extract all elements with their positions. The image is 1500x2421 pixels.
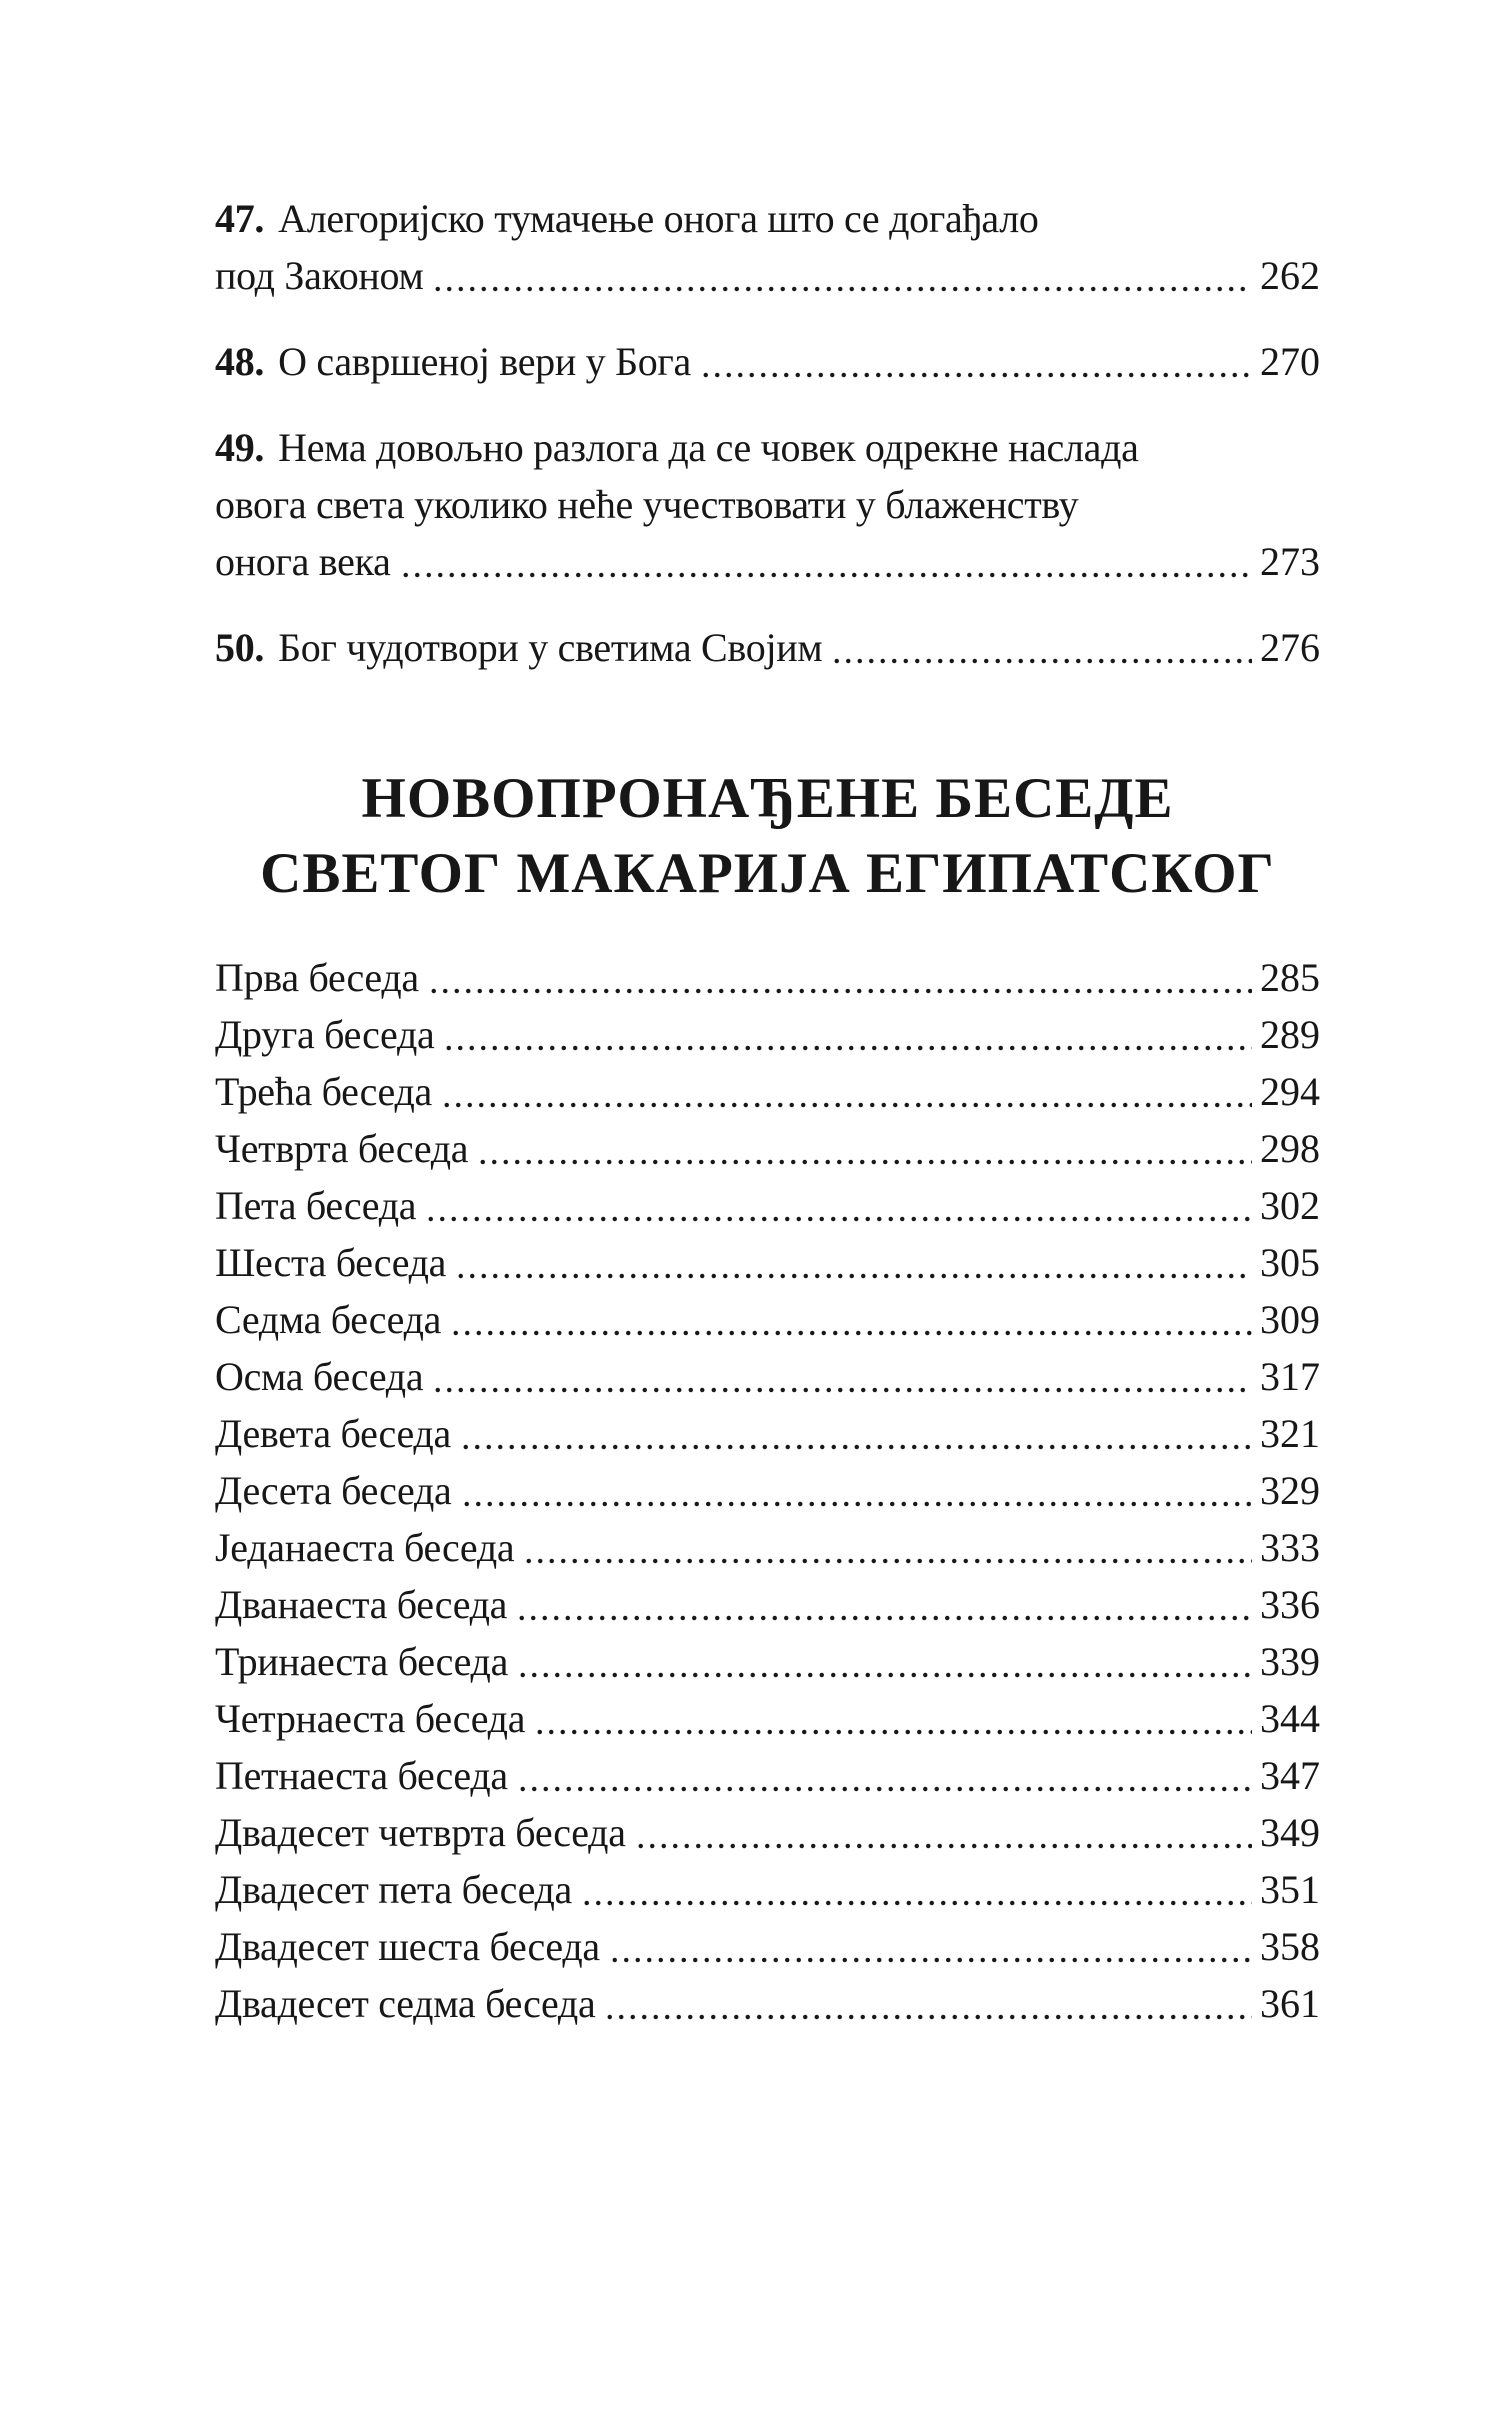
sermon-entry: [215, 1861, 1320, 1918]
dot-leader: [831, 619, 1252, 676]
dot-leader: [517, 1747, 1252, 1804]
page-number: 273: [1260, 539, 1320, 584]
dot-leader: [517, 1633, 1252, 1690]
sermon-title: Дванаеста беседа: [215, 1582, 508, 1627]
toc-entry-line: [215, 190, 1320, 247]
sermon-entry: [215, 1519, 1320, 1576]
sermon-title: Шеста беседа: [215, 1240, 447, 1285]
page-number: 294: [1260, 1069, 1320, 1114]
toc-entry-line: [215, 476, 1320, 533]
dot-leader: [428, 949, 1252, 1006]
toc-entry-line: [215, 419, 1320, 476]
entry-title: Бог чудотвори у светима Својим: [278, 625, 823, 670]
sermon-title: Прва беседа: [215, 955, 419, 1000]
dot-leader: [534, 1690, 1252, 1747]
entry-number: 49.: [215, 425, 265, 470]
entry-title-continued: онога века: [215, 539, 391, 584]
page-number: 344: [1260, 1696, 1320, 1741]
sermon-title: Десета беседа: [215, 1468, 452, 1513]
page-number: 298: [1260, 1126, 1320, 1171]
dot-leader: [432, 1348, 1252, 1405]
entry-title: О савршеној вери у Бога: [278, 339, 691, 384]
section-heading: [215, 761, 1320, 911]
page-number: 361: [1260, 1981, 1320, 2026]
sermon-title: Тринаеста беседа: [215, 1639, 509, 1684]
toc-entry-line: [215, 533, 1320, 590]
sermon-entry: [215, 1063, 1320, 1120]
sermon-entry: [215, 1690, 1320, 1747]
sermon-title: Четрнаеста беседа: [215, 1696, 526, 1741]
dot-leader: [400, 533, 1252, 590]
dot-leader: [461, 1462, 1253, 1519]
entry-title: Нема довољно разлога да се човек одрекне наслада: [278, 425, 1139, 470]
toc-entry-line: [215, 247, 1320, 304]
dot-leader: [635, 1804, 1252, 1861]
dot-leader: [425, 1177, 1252, 1234]
sermon-entry: [215, 949, 1320, 1006]
dot-leader: [700, 333, 1252, 390]
dot-leader: [516, 1576, 1252, 1633]
page-number: 317: [1260, 1354, 1320, 1399]
entry-title-continued: овога света уколико неће учествовати у блаженству: [215, 482, 1079, 527]
entry-title-continued: под Законом: [215, 253, 424, 298]
page-number: 285: [1260, 955, 1320, 1000]
page-number: 309: [1260, 1297, 1320, 1342]
sermon-title: Једанаеста беседа: [215, 1525, 515, 1570]
toc-entry-line: [215, 333, 1320, 390]
sermon-entry: [215, 1747, 1320, 1804]
sermon-entry: [215, 1975, 1320, 2032]
page-number: 351: [1260, 1867, 1320, 1912]
dot-leader: [581, 1861, 1252, 1918]
sermon-entry: [215, 1348, 1320, 1405]
dot-leader: [477, 1120, 1252, 1177]
sermon-entry: [215, 1120, 1320, 1177]
dot-leader: [604, 1975, 1252, 2032]
page-number: 329: [1260, 1468, 1320, 1513]
toc-content: [215, 190, 1320, 2032]
page-number: 289: [1260, 1012, 1320, 1057]
dot-leader: [523, 1519, 1252, 1576]
dot-leader: [441, 1063, 1252, 1120]
sermon-entry: [215, 1405, 1320, 1462]
page-number: 358: [1260, 1924, 1320, 1969]
section-heading-line1: НОВОПРОНАЂЕНЕ БЕСЕДЕ: [361, 767, 1174, 830]
sermon-title: Девета беседа: [215, 1411, 451, 1456]
sermon-title: Четврта беседа: [215, 1126, 469, 1171]
toc-entry: [215, 190, 1320, 304]
page-number: 339: [1260, 1639, 1320, 1684]
entry-title: Алегоријско тумачење онога што се догађало: [278, 196, 1039, 241]
sermon-entry: [215, 1576, 1320, 1633]
sermon-title: Друга беседа: [215, 1012, 435, 1057]
sermon-title: Петнаеста беседа: [215, 1753, 508, 1798]
dot-leader: [455, 1234, 1252, 1291]
sermon-list: [215, 949, 1320, 2032]
dot-leader: [450, 1291, 1252, 1348]
sermon-title: Двадесет пета беседа: [215, 1867, 573, 1912]
page-number: 262: [1260, 253, 1320, 298]
toc-entry: [215, 333, 1320, 390]
dot-leader: [609, 1918, 1252, 1975]
section-heading-line2: СВЕТОГ МАКАРИЈА ЕГИПАТСКОГ: [260, 842, 1275, 905]
dot-leader: [432, 247, 1252, 304]
entry-number: 48.: [215, 339, 265, 384]
entry-number: 47.: [215, 196, 265, 241]
sermon-title: Пета беседа: [215, 1183, 417, 1228]
page-number: 270: [1260, 339, 1320, 384]
page-number: 336: [1260, 1582, 1320, 1627]
page-number: 333: [1260, 1525, 1320, 1570]
page-number: 321: [1260, 1411, 1320, 1456]
sermon-title: Двадесет шеста беседа: [215, 1924, 600, 1969]
sermon-title: Двадесет седма беседа: [215, 1981, 596, 2026]
toc-entry: [215, 619, 1320, 676]
sermon-entry: [215, 1291, 1320, 1348]
sermon-entry: [215, 1462, 1320, 1519]
sermon-entry: [215, 1633, 1320, 1690]
entry-number: 50.: [215, 625, 265, 670]
sermon-title: Трећа беседа: [215, 1069, 432, 1114]
sermon-entry: [215, 1804, 1320, 1861]
toc-entry-line: [215, 619, 1320, 676]
sermon-entry: [215, 1006, 1320, 1063]
sermon-title: Осма беседа: [215, 1354, 424, 1399]
toc-entry: [215, 419, 1320, 590]
sermon-entry: [215, 1177, 1320, 1234]
page-number: 302: [1260, 1183, 1320, 1228]
page-number: 347: [1260, 1753, 1320, 1798]
sermon-title: Двадесет четврта беседа: [215, 1810, 626, 1855]
dot-leader: [443, 1006, 1252, 1063]
sermon-entry: [215, 1918, 1320, 1975]
page-number: 305: [1260, 1240, 1320, 1285]
dot-leader: [460, 1405, 1252, 1462]
sermon-entry: [215, 1234, 1320, 1291]
sermon-title: Седма беседа: [215, 1297, 442, 1342]
page-number: 276: [1260, 625, 1320, 670]
page-number: 349: [1260, 1810, 1320, 1855]
